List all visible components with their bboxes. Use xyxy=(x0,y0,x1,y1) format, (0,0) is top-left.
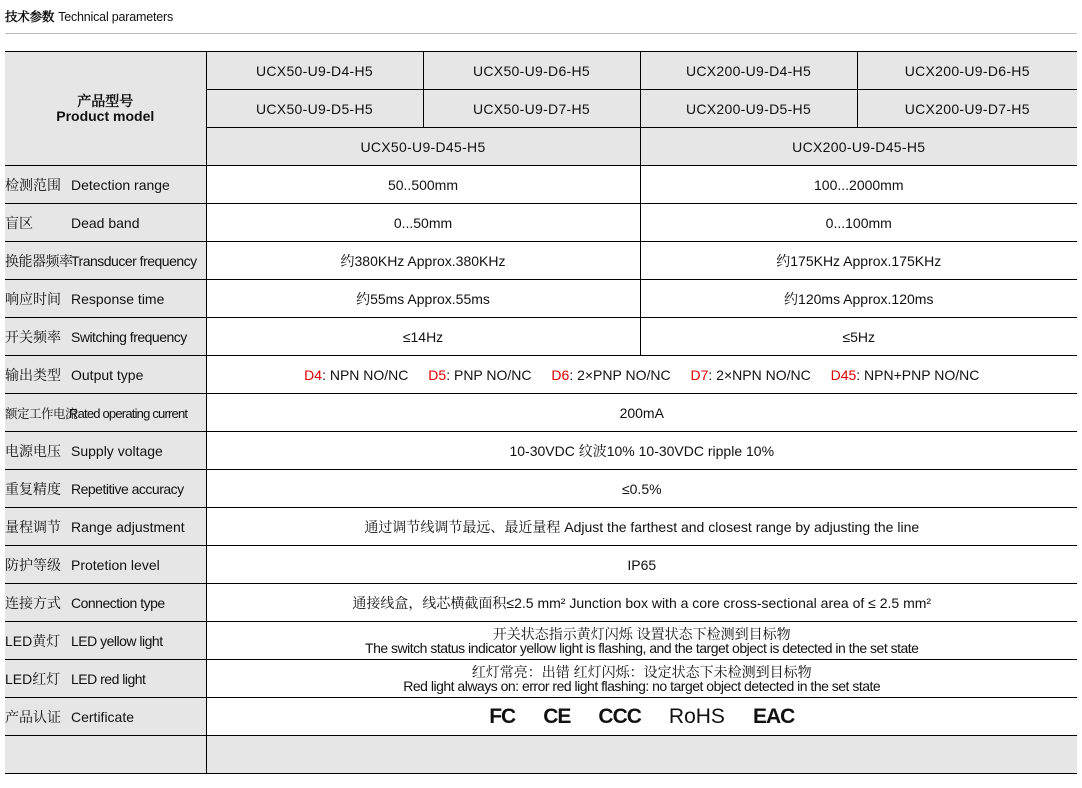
label-en: Protetion level xyxy=(71,556,160,573)
label-en: Supply voltage xyxy=(71,442,163,459)
label-cn: 电源电压 xyxy=(5,442,61,459)
label-en: Switching frequency xyxy=(71,328,187,345)
output-code: D45 xyxy=(830,366,857,383)
label-en: LED yellow light xyxy=(71,632,163,649)
eac-mark-icon: EAC xyxy=(752,704,795,728)
value-cell: 10-30VDC 纹波10% 10-30VDC ripple 10% xyxy=(206,432,1077,470)
label-en: Output type xyxy=(71,366,144,383)
spec-row-response-time xyxy=(5,280,1077,318)
model-row-1 xyxy=(5,52,1077,90)
product-model-label xyxy=(5,52,206,166)
spec-row-dead-band xyxy=(5,204,1077,242)
label-en: Detection range xyxy=(71,176,170,193)
label-cn: 换能器频率 xyxy=(5,252,73,269)
label-en: Transducer frequency xyxy=(71,252,197,269)
rohs-mark-icon: RoHS xyxy=(668,704,725,728)
spec-row-range-adjustment xyxy=(5,508,1077,546)
model-cell: UCX200-U9-D5-H5 xyxy=(640,90,857,128)
spec-row-supply-voltage xyxy=(5,432,1077,470)
value-cell: 200mA xyxy=(206,394,1077,432)
output-code: D4 xyxy=(304,366,323,383)
spec-row-detection-range xyxy=(5,166,1077,204)
spec-row-certificate xyxy=(5,698,1077,736)
row-label xyxy=(5,546,206,584)
row-label xyxy=(5,432,206,470)
label-en: Range adjustment xyxy=(71,518,185,535)
output-text: : NPN+PNP NO/NC xyxy=(856,366,980,383)
model-cell: UCX50-U9-D45-H5 xyxy=(206,128,640,166)
row-label xyxy=(5,280,206,318)
row-label xyxy=(5,318,206,356)
row-label-empty xyxy=(5,736,206,774)
output-item xyxy=(551,367,670,383)
output-code: D5 xyxy=(428,366,447,383)
label-en: LED red light xyxy=(71,670,146,687)
model-cell: UCX50-U9-D7-H5 xyxy=(423,90,640,128)
label-cn: 响应时间 xyxy=(5,290,61,307)
output-text: : PNP NO/NC xyxy=(446,366,532,383)
row-label xyxy=(5,166,206,204)
output-item xyxy=(428,367,531,383)
label-en: Repetitive accuracy xyxy=(71,480,184,497)
label-cn: 检测范围 xyxy=(5,176,61,193)
spec-row-rated-current xyxy=(5,394,1077,432)
label-cn: 输出类型 xyxy=(5,366,61,383)
value-cell: 0...100mm xyxy=(640,204,1077,242)
label-cn: 产品认证 xyxy=(5,708,61,725)
model-cell: UCX50-U9-D4-H5 xyxy=(206,52,423,90)
ce-mark-icon: CE xyxy=(543,704,571,728)
row-label xyxy=(5,394,206,432)
label-cn: LED黄灯 xyxy=(5,632,61,649)
label-en: Dead band xyxy=(71,214,140,231)
value-cell-empty xyxy=(206,736,1077,774)
value-cell: 0...50mm xyxy=(206,204,640,242)
certificate-marks xyxy=(206,698,1077,736)
spec-row-repetitive-accuracy xyxy=(5,470,1077,508)
output-item xyxy=(304,367,408,383)
row-label xyxy=(5,698,206,736)
value-cell: ≤14Hz xyxy=(206,318,640,356)
spec-row-switching-frequency xyxy=(5,318,1077,356)
model-cell: UCX50-U9-D5-H5 xyxy=(206,90,423,128)
product-model-label-en: Product model xyxy=(56,107,155,124)
row-label xyxy=(5,584,206,622)
page-title-en: Technical parameters xyxy=(58,10,174,24)
output-text: : 2×PNP NO/NC xyxy=(569,366,671,383)
output-item xyxy=(690,367,810,383)
label-en: Certificate xyxy=(71,708,135,725)
spec-row-output-type xyxy=(5,356,1077,394)
model-cell: UCX200-U9-D6-H5 xyxy=(857,52,1077,90)
row-label xyxy=(5,356,206,394)
spec-row-protection-level xyxy=(5,546,1077,584)
label-cn: 开关频率 xyxy=(5,328,61,345)
model-cell: UCX200-U9-D4-H5 xyxy=(640,52,857,90)
value-cell: 约380KHz Approx.380KHz xyxy=(206,242,640,280)
model-cell: UCX200-U9-D45-H5 xyxy=(640,128,1077,166)
led-yellow-line-cn: 开关状态指示黄灯闪烁 设置状态下检测到目标物 xyxy=(492,625,791,642)
model-cell: UCX200-U9-D7-H5 xyxy=(857,90,1077,128)
output-type-value xyxy=(206,356,1077,394)
value-cell: ≤0.5% xyxy=(206,470,1077,508)
row-label xyxy=(5,508,206,546)
value-cell: 50..500mm xyxy=(206,166,640,204)
page-title xyxy=(5,7,173,25)
row-label xyxy=(5,660,206,698)
output-item xyxy=(831,367,980,383)
row-label xyxy=(5,204,206,242)
led-red-line-en: Red light always on: error red light flashing: no target object detected in the set state xyxy=(403,677,881,694)
label-en: Rated operating current xyxy=(69,405,188,421)
spec-row-connection-type xyxy=(5,584,1077,622)
spec-row-transducer-frequency xyxy=(5,242,1077,280)
model-cell: UCX50-U9-D6-H5 xyxy=(423,52,640,90)
label-cn: 重复精度 xyxy=(5,480,61,497)
output-text: : 2×NPN NO/NC xyxy=(708,366,811,383)
title-divider xyxy=(5,33,1077,34)
spec-row-empty xyxy=(5,736,1077,774)
product-model-label-cn: 产品型号 xyxy=(77,92,134,109)
page-title-cn: 技术参数 xyxy=(5,10,55,24)
value-cell xyxy=(206,622,1077,660)
label-cn: 防护等级 xyxy=(5,556,61,573)
spec-table xyxy=(5,52,1077,774)
value-cell: 约120ms Approx.120ms xyxy=(640,280,1077,318)
spec-row-led-yellow xyxy=(5,622,1077,660)
label-cn: 量程调节 xyxy=(5,518,61,535)
led-red-line-cn: 红灯常亮：出错 红灯闪烁：设定状态下未检测到目标物 xyxy=(471,663,812,680)
label-cn: 连接方式 xyxy=(5,594,61,611)
ccc-mark-icon: CCC xyxy=(598,704,641,728)
output-text: : NPN NO/NC xyxy=(322,366,409,383)
value-cell: 约55ms Approx.55ms xyxy=(206,280,640,318)
label-en: Connection type xyxy=(71,594,165,611)
value-cell: 100...2000mm xyxy=(640,166,1077,204)
spec-row-led-red xyxy=(5,660,1077,698)
label-cn: 额定工作电流 xyxy=(5,406,78,421)
value-cell: ≤5Hz xyxy=(640,318,1077,356)
value-cell xyxy=(206,660,1077,698)
led-yellow-line-en: The switch status indicator yellow light is flashing, and the target object is detected in the set state xyxy=(365,639,919,656)
row-label xyxy=(5,622,206,660)
row-label xyxy=(5,242,206,280)
label-en: Response time xyxy=(71,290,165,307)
label-cn: 盲区 xyxy=(5,214,33,231)
output-code: D6 xyxy=(551,366,570,383)
row-label xyxy=(5,470,206,508)
fcc-mark-icon: FC xyxy=(489,704,516,728)
value-cell: 通过调节线调节最远、最近量程 Adjust the farthest and closest range by adjusting the line xyxy=(206,508,1077,546)
label-cn: LED红灯 xyxy=(5,670,61,687)
output-code: D7 xyxy=(690,366,709,383)
value-cell: 通接线盒，线芯横截面积≤2.5 mm² Junction box with a core cross-sectional area of ≤ 2.5 mm² xyxy=(206,584,1077,622)
value-cell: 约175KHz Approx.175KHz xyxy=(640,242,1077,280)
value-cell: IP65 xyxy=(206,546,1077,584)
